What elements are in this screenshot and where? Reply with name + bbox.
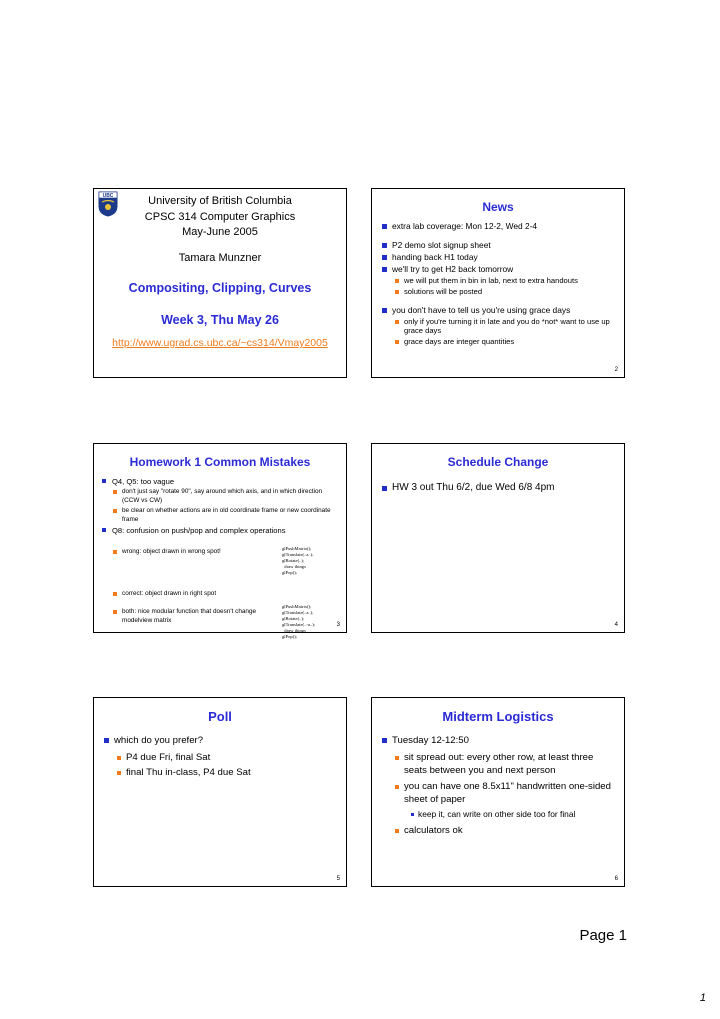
code-snippet-correct: glPushMatrix(); glTranslate(..a..); glRotate(..); glTranslate(..-a..); draw things glPop(); xyxy=(282,604,315,639)
list-subitem: final Thu in-class, P4 due Sat xyxy=(116,766,340,779)
list-subitem: you can have one 8.5x11" handwritten one-sided sheet of paper xyxy=(394,780,618,806)
list-item: you don't have to tell us you're using grace days xyxy=(380,305,618,315)
slide-2-news xyxy=(371,188,625,378)
slide-number: 6 xyxy=(614,876,618,882)
list-item: Q8: confusion on push/pop and complex operations xyxy=(100,526,340,535)
slide-5-poll xyxy=(93,697,347,887)
slide-4-schedule-change xyxy=(371,443,625,633)
list-subitem: we will put them in bin in lab, next to extra handouts xyxy=(394,276,618,285)
list-subitem: correct: object drawn in right spot xyxy=(112,590,282,599)
slide-number: 2 xyxy=(614,367,618,373)
course-url-link[interactable]: http://www.ugrad.cs.ubc.ca/~cs314/Vmay2005 xyxy=(112,337,328,349)
university-name: University of British Columbia xyxy=(148,195,292,207)
slide-1-title xyxy=(93,188,347,378)
slide-number: 5 xyxy=(336,876,340,882)
logistics-list xyxy=(380,734,618,841)
list-item: Tuesday 12-12:50 xyxy=(380,734,618,747)
slide-3-homework-mistakes xyxy=(93,443,347,639)
course-term: May-June 2005 xyxy=(182,226,258,238)
news-list xyxy=(380,221,618,348)
slide-title: Schedule Change xyxy=(447,455,549,469)
list-subitem: calculators ok xyxy=(394,824,618,837)
list-subitem: grace days are integer quantities xyxy=(394,337,618,346)
svg-text:UBC: UBC xyxy=(102,193,114,199)
author: Tamara Munzner xyxy=(178,252,262,264)
page-number: 1 xyxy=(699,992,706,1004)
code-snippet-wrong: glPushMatrix(); glTranslate(..a..); glRotate(..); draw things glPop(); xyxy=(282,546,314,575)
page-label: Page 1 xyxy=(579,927,627,944)
slide-6-midterm-logistics xyxy=(371,697,625,887)
list-subitem: keep it, can write on other side too for final xyxy=(410,809,618,820)
schedule-list xyxy=(380,482,618,493)
lecture-title: Compositing, Clipping, Curves xyxy=(128,281,312,295)
list-item: P2 demo slot signup sheet xyxy=(380,240,618,250)
slide-title: Midterm Logistics xyxy=(442,709,554,724)
list-item: extra lab coverage: Mon 12-2, Wed 2-4 xyxy=(380,221,618,231)
list-item: handing back H1 today xyxy=(380,252,618,262)
list-subitem: don't just say "rotate 90", say around which axis, and in which direction (CCW vs CW) xyxy=(112,488,340,505)
slide-number: 3 xyxy=(336,622,340,628)
list-item: Q4, Q5: too vague xyxy=(100,477,340,486)
slide-title: News xyxy=(482,200,514,214)
course-name: CPSC 314 Computer Graphics xyxy=(144,211,296,223)
list-subitem: sit spread out: every other row, at least three seats between you and next person xyxy=(394,751,618,777)
list-item: which do you prefer? xyxy=(102,734,340,747)
list-subitem: P4 due Fri, final Sat xyxy=(116,751,340,764)
slide-title: Poll xyxy=(208,709,232,724)
list-subitem: wrong: object drawn in wrong spot! xyxy=(112,548,282,557)
slide-number: 4 xyxy=(614,622,618,628)
slide-title: Homework 1 Common Mistakes xyxy=(129,455,311,469)
poll-list xyxy=(102,734,340,783)
list-item: we'll try to get H2 back tomorrow xyxy=(380,264,618,274)
list-item: HW 3 out Thu 6/2, due Wed 6/8 4pm xyxy=(380,482,618,493)
list-subitem: solutions will be posted xyxy=(394,287,618,296)
list-subitem: be clear on whether actions are in old coordinate frame or new coordinate frame xyxy=(112,507,340,524)
lecture-week: Week 3, Thu May 26 xyxy=(161,313,279,327)
mistakes-list xyxy=(100,477,340,537)
list-subitem: both: nice modular function that doesn't change modelview matrix xyxy=(112,608,282,625)
list-subitem: only if you're turning it in late and you do *not* want to use up grace days xyxy=(394,317,618,335)
